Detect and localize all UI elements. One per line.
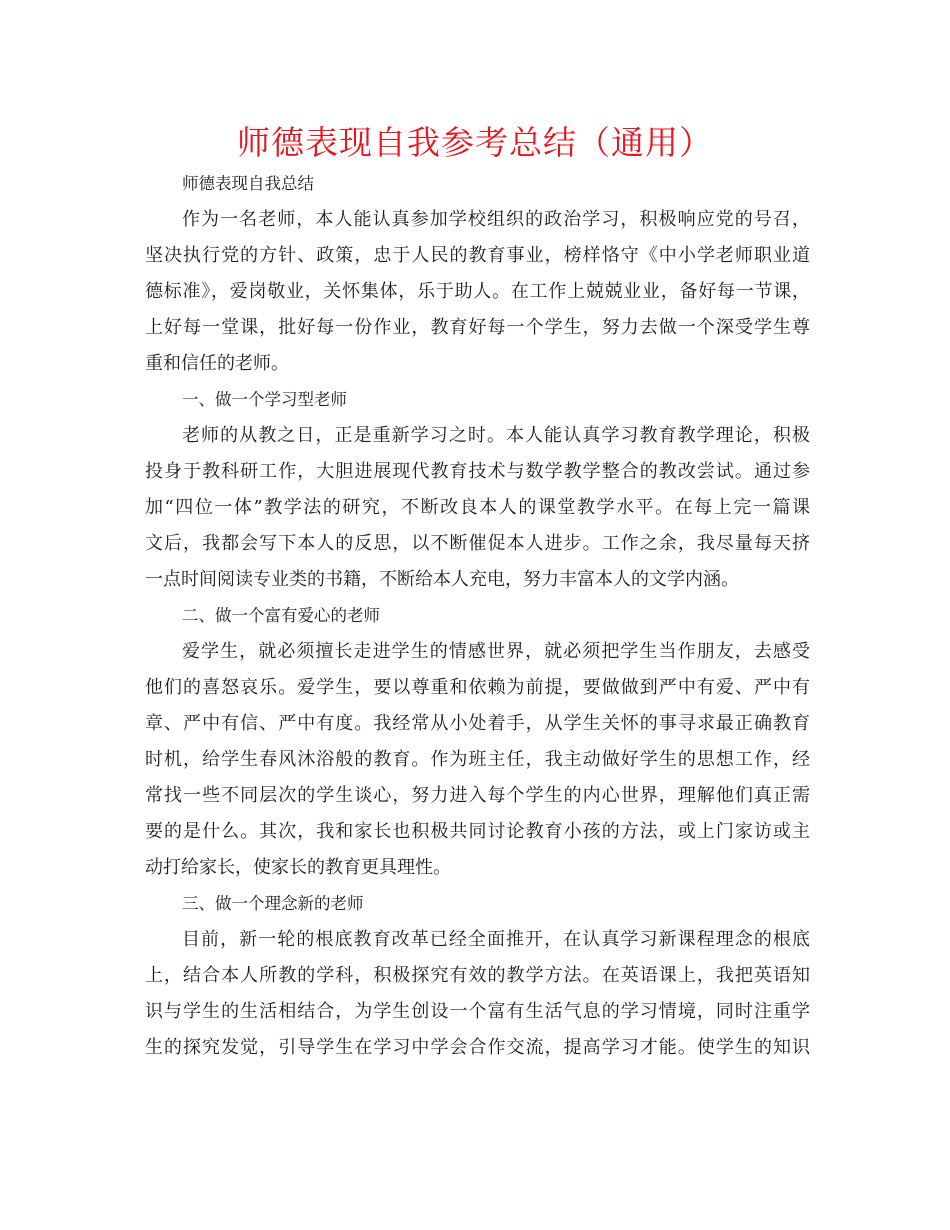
paragraph-line: 坚决执行党的方针、政策，忠于人民的教育事业，榜样恪守《中小学老师职业道 xyxy=(145,245,810,266)
body-paragraph xyxy=(145,202,810,382)
paragraph-line: 投身于教科研工作，大胆进展现代教育技术与数学教学整合的教改尝试。通过参 xyxy=(145,461,810,482)
paragraph-line: 上，结合本人所教的学科，积极探究有效的教学方法。在英语课上，我把英语知 xyxy=(145,965,810,986)
paragraph-line: 他们的喜怒哀乐。爱学生，要以尊重和依赖为前提，要做做到严中有爱、严中有 xyxy=(145,677,810,698)
paragraph-line: 文后，我都会写下本人的反思，以不断催促本人进步。工作之余，我尽量每天挤 xyxy=(145,533,810,554)
document-body xyxy=(145,166,810,1066)
body-paragraph xyxy=(145,634,810,886)
paragraph-line: 作为一名老师，本人能认真参加学校组织的政治学习，积极响应党的号召， xyxy=(182,209,810,230)
body-paragraph xyxy=(145,418,810,598)
paragraph-line: 识与学生的生活相结合，为学生创设一个富有生活气息的学习情境，同时注重学 xyxy=(145,1001,810,1022)
body-paragraph xyxy=(145,922,810,1066)
paragraph-line: 老师的从教之日，正是重新学习之时。本人能认真学习教育教学理论，积极 xyxy=(182,425,810,446)
subtitle: 师德表现自我总结 xyxy=(182,174,314,193)
paragraph-line: 上好每一堂课，批好每一份作业，教育好每一个学生，努力去做一个深受学生尊 xyxy=(145,317,810,338)
paragraph-line: 一点时间阅读专业类的书籍，不断给本人充电，努力丰富本人的文学内涵。 xyxy=(145,569,739,590)
paragraph-line: 动打给家长，使家长的教育更具理性。 xyxy=(145,857,451,878)
document-title: 师德表现自我参考总结（通用） xyxy=(237,123,713,162)
paragraph-line: 要的是什么。其次，我和家长也积极共同讨论教育小孩的方法，或上门家访或主 xyxy=(145,821,810,842)
section-heading: 二、做一个富有爱心的老师 xyxy=(182,606,380,625)
paragraph-line: 章、严中有信、严中有度。我经常从小处着手，从学生关怀的事寻求最正确教育 xyxy=(145,713,810,734)
paragraph-line: 重和信任的老师。 xyxy=(145,353,289,374)
paragraph-line: 生的探究发觉，引导学生在学习中学会合作交流，提高学习才能。使学生的知识 xyxy=(145,1037,810,1058)
paragraph-line: 加“四位一体”教学法的研究，不断改良本人的课堂教学水平。在每上完一篇课 xyxy=(145,497,810,518)
section-heading: 三、做一个理念新的老师 xyxy=(182,894,364,913)
paragraph-line: 时机，给学生春风沐浴般的教育。作为班主任，我主动做好学生的思想工作，经 xyxy=(145,749,810,770)
paragraph-line: 目前，新一轮的根底教育改革已经全面推开，在认真学习新课程理念的根底 xyxy=(182,929,810,950)
section-heading: 一、做一个学习型老师 xyxy=(182,390,347,409)
paragraph-line: 爱学生，就必须擅长走进学生的情感世界，就必须把学生当作朋友，去感受 xyxy=(182,641,810,662)
paragraph-list xyxy=(145,202,810,1066)
paragraph-line: 常找一些不同层次的学生谈心，努力进入每个学生的内心世界，理解他们真正需 xyxy=(145,785,810,806)
paragraph-line: 德标准》，爱岗敬业，关怀集体，乐于助人。在工作上兢兢业业，备好每一节课， xyxy=(145,281,810,302)
